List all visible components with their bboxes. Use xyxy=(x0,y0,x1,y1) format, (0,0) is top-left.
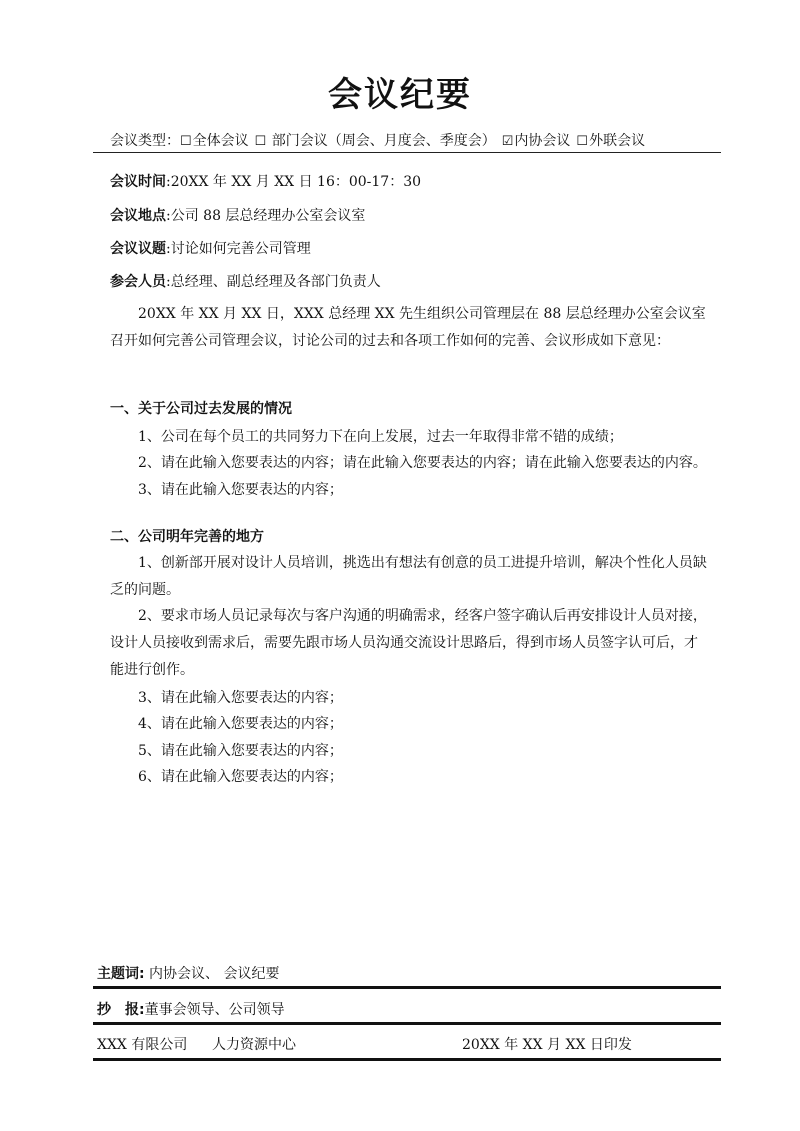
meeting-type-row xyxy=(110,131,651,152)
meeting-type-option-department[interactable]: ☐ 部门会议（周会、月度会、季度会） xyxy=(254,133,496,149)
meeting-type-option-internal[interactable]: ☑内协会议 xyxy=(501,133,571,149)
meeting-topic xyxy=(110,239,311,259)
keywords-label: 主题词: xyxy=(97,966,145,982)
issuing-department: 人力资源中心 xyxy=(212,1037,296,1053)
list-item: 2、要求市场人员记录每次与客户沟通的明确需求，经客户签字确认后再安排设计人员对接，设计人员接收到需求后，需要先跟市场人员沟通交流设计思路后，得到市场人员签字认可后，才能进行创作。 xyxy=(110,608,707,678)
meeting-attendees-value: :总经理、副总经理及各部门负责人 xyxy=(166,274,381,290)
meeting-topic-label: 会议议题 xyxy=(110,241,166,257)
meeting-type-option-external[interactable]: ☐外联会议 xyxy=(576,133,646,149)
footer-divider xyxy=(93,986,721,989)
issue-date: 20XX 年 XX 月 XX 日印发 xyxy=(462,1037,632,1053)
meeting-attendees xyxy=(110,272,381,292)
document-title: 会议纪要 xyxy=(328,75,472,115)
checkbox-icon[interactable]: ☐ xyxy=(576,134,589,149)
cc-line xyxy=(97,1000,285,1020)
meeting-time xyxy=(110,172,421,192)
checkbox-icon[interactable]: ☐ xyxy=(254,134,267,149)
keywords-value: 内协会议、 会议纪要 xyxy=(144,966,280,982)
list-item: 3、请在此输入您要表达的内容； xyxy=(138,690,343,706)
list-item: 6、请在此输入您要表达的内容； xyxy=(138,769,343,785)
checkbox-icon[interactable]: ☐ xyxy=(180,134,192,149)
meeting-topic-value: :讨论如何完善公司管理 xyxy=(166,241,311,257)
section-1-heading: 一、关于公司过去发展的情况 xyxy=(110,401,292,417)
meeting-time-value: :20XX 年 XX 月 XX 日 16：00-17：30 xyxy=(166,174,422,190)
list-item: 1、创新部开展对设计人员培训，挑选出有想法有创意的员工进提升培训，解决个性化人员缺乏的问题。 xyxy=(110,555,707,598)
keywords-line xyxy=(97,964,280,984)
list-item: 3、请在此输入您要表达的内容； xyxy=(138,482,343,498)
checked-checkbox-icon[interactable]: ☑ xyxy=(501,134,514,149)
meeting-place xyxy=(110,206,365,226)
intro-paragraph: 20XX 年 XX 月 XX 日，XXX 总经理 XX 先生组织公司管理层在 88 层总经理办公室会议室召开如何完善公司管理会议，讨论公司的过去和各项工作如何的完善、会议形成如下意见： xyxy=(110,306,706,349)
list-item: 1、公司在每个员工的共同努力下在向上发展，过去一年取得非常不错的成绩； xyxy=(138,429,623,445)
list-item: 2、请在此输入您要表达的内容；请在此输入您要表达的内容；请在此输入您要表达的内容。 xyxy=(138,455,707,471)
header-divider xyxy=(93,152,721,153)
footer-divider xyxy=(93,1058,721,1061)
list-item: 5、请在此输入您要表达的内容； xyxy=(138,743,343,759)
footer-divider xyxy=(93,1022,721,1025)
list-item: 4、请在此输入您要表达的内容； xyxy=(138,716,343,732)
section-2-heading: 二、公司明年完善的地方 xyxy=(110,529,264,545)
cc-value: 董事会领导、公司领导 xyxy=(144,1002,285,1018)
meeting-time-label: 会议时间 xyxy=(110,174,166,190)
meeting-place-value: :公司 88 层总经理办公室会议室 xyxy=(166,208,366,224)
meeting-place-label: 会议地点 xyxy=(110,208,166,224)
meeting-type-label: 会议类型： xyxy=(110,133,180,149)
issuing-company: XXX 有限公司 xyxy=(97,1037,188,1053)
meeting-type-option-all[interactable]: ☐全体会议 xyxy=(180,133,249,149)
meeting-attendees-label: 参会人员 xyxy=(110,274,166,290)
cc-label: 抄 报: xyxy=(97,1002,145,1018)
